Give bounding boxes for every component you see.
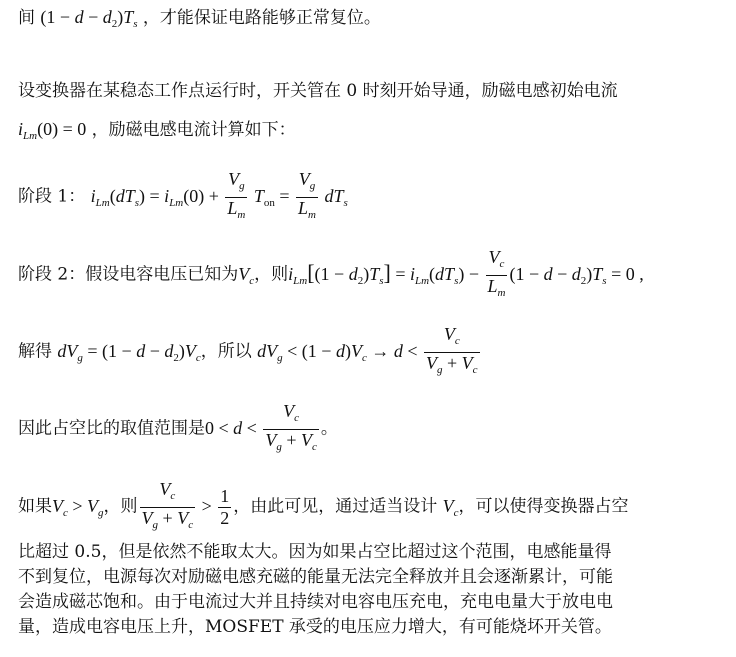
if-cond: $V_c > V_g$ bbox=[52, 495, 104, 519]
solve-line bbox=[18, 325, 722, 380]
if-mid: ，则 bbox=[103, 496, 138, 517]
solve-mid: ，所以 bbox=[200, 341, 252, 362]
range-end: 。 bbox=[320, 418, 338, 439]
formula-vc: $V_c$ bbox=[238, 263, 255, 287]
stage-2-formula: $i_{Lm}[(1 - d_2)T_s] = i_{Lm}(dT_s)$ − $\frac{V_c}{L_m}$ $(1 - d - d_2)T_s = 0$ , bbox=[288, 264, 644, 284]
if-label: 如果 bbox=[18, 496, 52, 517]
text-line-3-tail: ，励磁电感电流计算如下： bbox=[91, 120, 296, 140]
range-line bbox=[18, 402, 722, 457]
stage-1-line bbox=[18, 170, 722, 225]
final-line-1: 比超过 0.5，但是依然不能取太大。因为如果占空比超过这个范围，电感能量得 bbox=[18, 542, 612, 562]
solve-formula-1: $dV_g = (1 - d - d_2)V_c$ bbox=[57, 340, 201, 364]
solve-formula-2: $dV_g < (1 - d)V_c \to d$ < $\frac{V_c}{V_g + V_c}$ bbox=[257, 341, 481, 361]
stage-2-mid: ，则 bbox=[254, 264, 289, 285]
stage-2-line bbox=[18, 248, 722, 303]
formula-reset-time: $(1 - d - d_2)T_s$ bbox=[40, 7, 138, 30]
text-prefix: 间 bbox=[18, 8, 35, 28]
text-suffix: ，才能保证电路能够正常复位。 bbox=[142, 8, 381, 28]
if-tail: ，由此可见，通过适当设计 bbox=[233, 496, 438, 517]
text-line-2: 设变换器在某稳态工作点运行时，开关管在 0 时刻开始导通，励磁电感初始电流 bbox=[18, 81, 618, 101]
if-tail2: ，可以使得变换器占空 bbox=[458, 496, 629, 517]
final-line-4: 量，造成电容电压上升，MOSFET 承受的电压应力增大，有可能烧坏开关管。 bbox=[18, 617, 612, 637]
stage-1-label: 阶段 1： bbox=[18, 186, 86, 207]
range-formula: 0 < d < $\frac{V_c}{V_g + V_c}$ bbox=[205, 418, 321, 438]
text-line-3 bbox=[18, 118, 722, 147]
stage-2-label: 阶段 2：假设电容电压已知为 bbox=[18, 264, 239, 285]
range-label: 因此占空比的取值范围是 bbox=[18, 418, 205, 439]
if-vc: $V_c$ bbox=[442, 495, 459, 519]
if-line bbox=[18, 480, 722, 535]
final-paragraph bbox=[18, 540, 718, 640]
stage-1-formula: $i_{Lm}(dT_s) = i_{Lm}(0)$ + $\frac{V_g}{L_m}$ $T_{on}$ = $\frac{V_g}{L_m}$ $dT_s$ bbox=[91, 186, 348, 206]
text-line-1 bbox=[18, 6, 722, 35]
formula-initial-current: $i_{Lm}(0) = 0$ bbox=[18, 119, 87, 142]
solve-label: 解得 bbox=[18, 341, 52, 362]
final-line-2: 不到复位，电源每次对励磁电感充磁的能量无法完全释放并且会逐渐累计，可能 bbox=[18, 567, 613, 587]
final-line-3: 会造成磁芯饱和。由于电流过大并且持续对电容电压充电，充电电量大于放电电 bbox=[18, 592, 613, 612]
if-formula: $\frac{V_c}{V_g + V_c}$ > $\frac{1}{2}$ bbox=[138, 496, 234, 516]
